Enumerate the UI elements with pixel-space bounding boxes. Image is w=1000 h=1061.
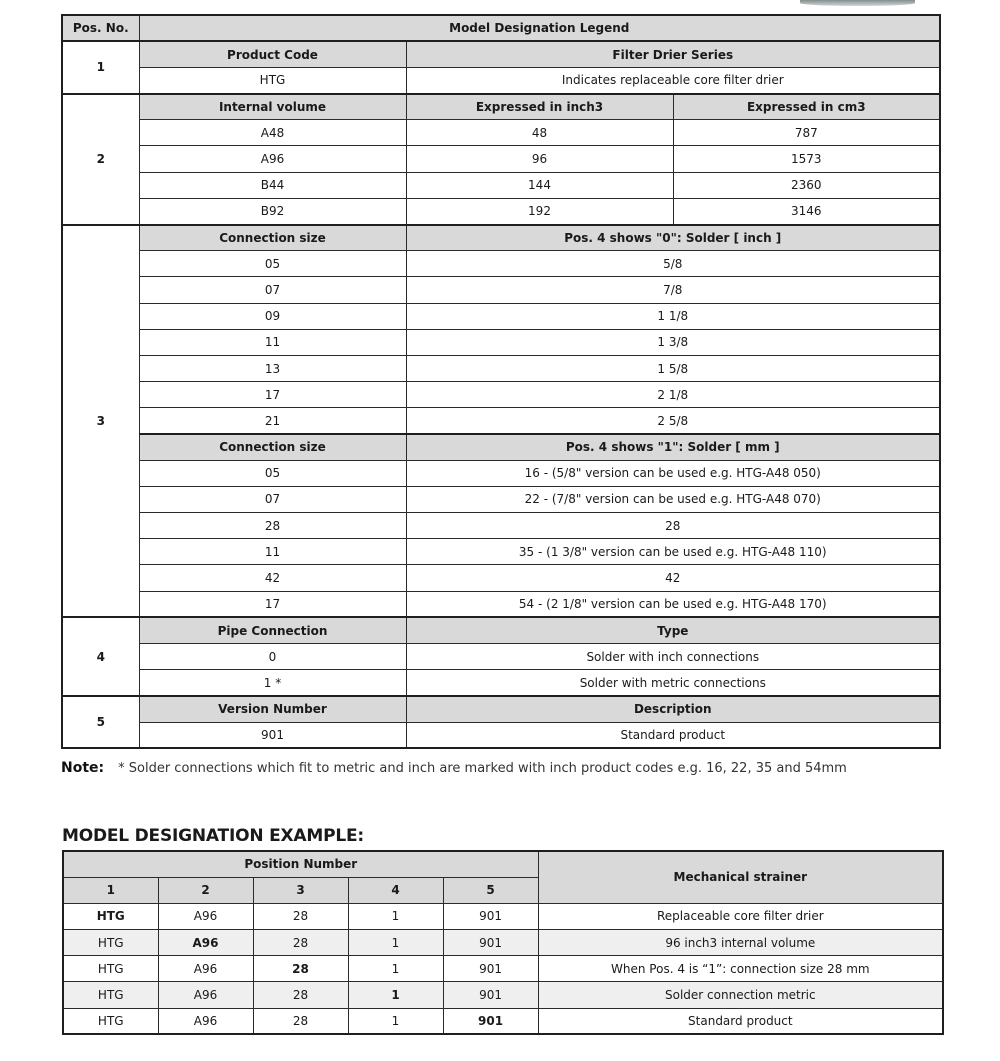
description-cell: Standard product [406, 722, 940, 748]
section-3-col2-header: Pos. 4 shows "0": Solder [ inch ] [406, 225, 940, 251]
section-5-col2-header: Description [406, 696, 940, 722]
position-value-cell: A96 [158, 930, 253, 956]
connection-size-cell: 07 [139, 486, 406, 512]
pipe-connection-cell: 1 * [139, 670, 406, 696]
table-row [62, 355, 940, 381]
position-value-cell: 1 [348, 930, 443, 956]
volume-code-cell: A96 [139, 146, 406, 172]
section-4-header-row [62, 617, 940, 643]
position-value-cell: 1 [348, 903, 443, 929]
connection-size-cell: 13 [139, 355, 406, 381]
position-value-cell: A96 [158, 1008, 253, 1034]
solder-inch-cell: 1 5/8 [406, 355, 940, 381]
position-value-cell: 901 [443, 956, 538, 982]
table-row [62, 120, 940, 146]
product-series-cell: Indicates replaceable core filter drier [406, 67, 940, 93]
connection-type-cell: Solder with metric connections [406, 670, 940, 696]
position-value-cell: HTG [63, 930, 158, 956]
table-row [62, 251, 940, 277]
cm3-cell: 2360 [673, 172, 940, 198]
solder-mm-cell: 28 [406, 513, 940, 539]
example-description-cell: Solder connection metric [538, 982, 943, 1008]
table-row [62, 146, 940, 172]
connection-size-cell: 05 [139, 251, 406, 277]
position-number-header: Position Number [63, 851, 538, 877]
table-row [62, 67, 940, 93]
mechanical-strainer-header: Mechanical strainer [538, 851, 943, 903]
table-row [62, 513, 940, 539]
example-title: MODEL DESIGNATION EXAMPLE: [62, 826, 364, 846]
pos-number: 4 [62, 617, 139, 696]
section-1-col2-header: Filter Drier Series [406, 41, 940, 67]
position-value-cell: 1 [348, 956, 443, 982]
inch3-cell: 192 [406, 198, 673, 224]
volume-code-cell: B44 [139, 172, 406, 198]
position-value-cell: 901 [443, 1008, 538, 1034]
section-3-col2-header: Pos. 4 shows "1": Solder [ mm ] [406, 434, 940, 460]
decorative-header-bar [800, 0, 915, 6]
connection-size-cell: 11 [139, 329, 406, 355]
position-column-header: 4 [348, 877, 443, 903]
solder-mm-cell: 22 - (7/8" version can be used e.g. HTG-A48 070) [406, 486, 940, 512]
position-value-cell: 28 [253, 982, 348, 1008]
connection-size-cell: 17 [139, 591, 406, 617]
section-2-header-row [62, 94, 940, 120]
section-3-col1-header: Connection size [139, 434, 406, 460]
example-description-cell: 96 inch3 internal volume [538, 930, 943, 956]
solder-inch-cell: 2 1/8 [406, 382, 940, 408]
section-3-mm-header-row [62, 434, 940, 460]
pipe-connection-cell: 0 [139, 644, 406, 670]
position-value-cell: 901 [443, 982, 538, 1008]
position-column-header: 1 [63, 877, 158, 903]
pos-number: 1 [62, 41, 139, 93]
position-value-cell: 28 [253, 930, 348, 956]
position-value-cell: A96 [158, 982, 253, 1008]
inch3-cell: 144 [406, 172, 673, 198]
table-row [62, 486, 940, 512]
position-value-cell: 901 [443, 903, 538, 929]
connection-size-cell: 42 [139, 565, 406, 591]
section-3-header-row [62, 225, 940, 251]
pos-number: 2 [62, 94, 139, 225]
position-value-cell: A96 [158, 956, 253, 982]
solder-mm-cell: 35 - (1 3/8" version can be used e.g. HTG-A48 110) [406, 539, 940, 565]
section-4-col1-header: Pipe Connection [139, 617, 406, 643]
cm3-cell: 787 [673, 120, 940, 146]
section-3-col1-header: Connection size [139, 225, 406, 251]
solder-inch-cell: 7/8 [406, 277, 940, 303]
position-value-cell: 1 [348, 982, 443, 1008]
table-row [62, 722, 940, 748]
table-row [62, 539, 940, 565]
section-1-col1-header: Product Code [139, 41, 406, 67]
pos-number: 5 [62, 696, 139, 748]
model-designation-legend-table [61, 14, 941, 749]
position-column-header: 3 [253, 877, 348, 903]
section-2-col2-header: Expressed in inch3 [406, 94, 673, 120]
position-column-header: 2 [158, 877, 253, 903]
table-row [62, 382, 940, 408]
position-value-cell: HTG [63, 956, 158, 982]
cm3-cell: 1573 [673, 146, 940, 172]
cm3-cell: 3146 [673, 198, 940, 224]
position-value-cell: HTG [63, 1008, 158, 1034]
solder-inch-cell: 5/8 [406, 251, 940, 277]
table-row [63, 930, 943, 956]
table-row [62, 277, 940, 303]
solder-mm-cell: 16 - (5/8" version can be used e.g. HTG-A48 050) [406, 460, 940, 486]
example-header-row [63, 851, 943, 877]
connection-size-cell: 05 [139, 460, 406, 486]
connection-size-cell: 11 [139, 539, 406, 565]
connection-size-cell: 28 [139, 513, 406, 539]
section-2-col3-header: Expressed in cm3 [673, 94, 940, 120]
note-text: * Solder connections which fit to metric and inch are marked with inch product codes e.g. 16, 22, 35 and 54mm [118, 761, 847, 776]
solder-mm-cell: 42 [406, 565, 940, 591]
connection-size-cell: 07 [139, 277, 406, 303]
connection-size-cell: 21 [139, 408, 406, 434]
table-row [63, 1008, 943, 1034]
note-label: Note: [61, 760, 105, 776]
position-value-cell: 1 [348, 1008, 443, 1034]
note [61, 760, 961, 776]
table-row [62, 565, 940, 591]
position-value-cell: 28 [253, 903, 348, 929]
section-5-header-row [62, 696, 940, 722]
table-row [62, 460, 940, 486]
inch3-cell: 48 [406, 120, 673, 146]
section-4-col2-header: Type [406, 617, 940, 643]
table-row [62, 644, 940, 670]
solder-inch-cell: 1 3/8 [406, 329, 940, 355]
table-row [62, 670, 940, 696]
model-designation-example-table [62, 850, 944, 1035]
table-row [63, 956, 943, 982]
table-row [63, 903, 943, 929]
section-5-col1-header: Version Number [139, 696, 406, 722]
position-column-header: 5 [443, 877, 538, 903]
position-value-cell: HTG [63, 982, 158, 1008]
table-row [62, 591, 940, 617]
position-value-cell: A96 [158, 903, 253, 929]
volume-code-cell: B92 [139, 198, 406, 224]
section-2-col1-header: Internal volume [139, 94, 406, 120]
example-description-cell: When Pos. 4 is “1”: connection size 28 mm [538, 956, 943, 982]
section-1-header-row [62, 41, 940, 67]
pos-no-header: Pos. No. [62, 15, 139, 41]
table-row [62, 198, 940, 224]
connection-size-cell: 17 [139, 382, 406, 408]
position-value-cell: 28 [253, 956, 348, 982]
product-code-cell: HTG [139, 67, 406, 93]
inch3-cell: 96 [406, 146, 673, 172]
volume-code-cell: A48 [139, 120, 406, 146]
table-row [62, 303, 940, 329]
solder-inch-cell: 1 1/8 [406, 303, 940, 329]
example-description-cell: Standard product [538, 1008, 943, 1034]
pos-number: 3 [62, 225, 139, 618]
solder-mm-cell: 54 - (2 1/8" version can be used e.g. HTG-A48 170) [406, 591, 940, 617]
position-value-cell: HTG [63, 903, 158, 929]
connection-type-cell: Solder with inch connections [406, 644, 940, 670]
position-value-cell: 901 [443, 930, 538, 956]
position-value-cell: 28 [253, 1008, 348, 1034]
example-description-cell: Replaceable core filter drier [538, 903, 943, 929]
table-row [62, 329, 940, 355]
connection-size-cell: 09 [139, 303, 406, 329]
table-row [63, 982, 943, 1008]
legend-title: Model Designation Legend [139, 15, 940, 41]
legend-header-row [62, 15, 940, 41]
table-row [62, 172, 940, 198]
table-row [62, 408, 940, 434]
solder-inch-cell: 2 5/8 [406, 408, 940, 434]
version-number-cell: 901 [139, 722, 406, 748]
